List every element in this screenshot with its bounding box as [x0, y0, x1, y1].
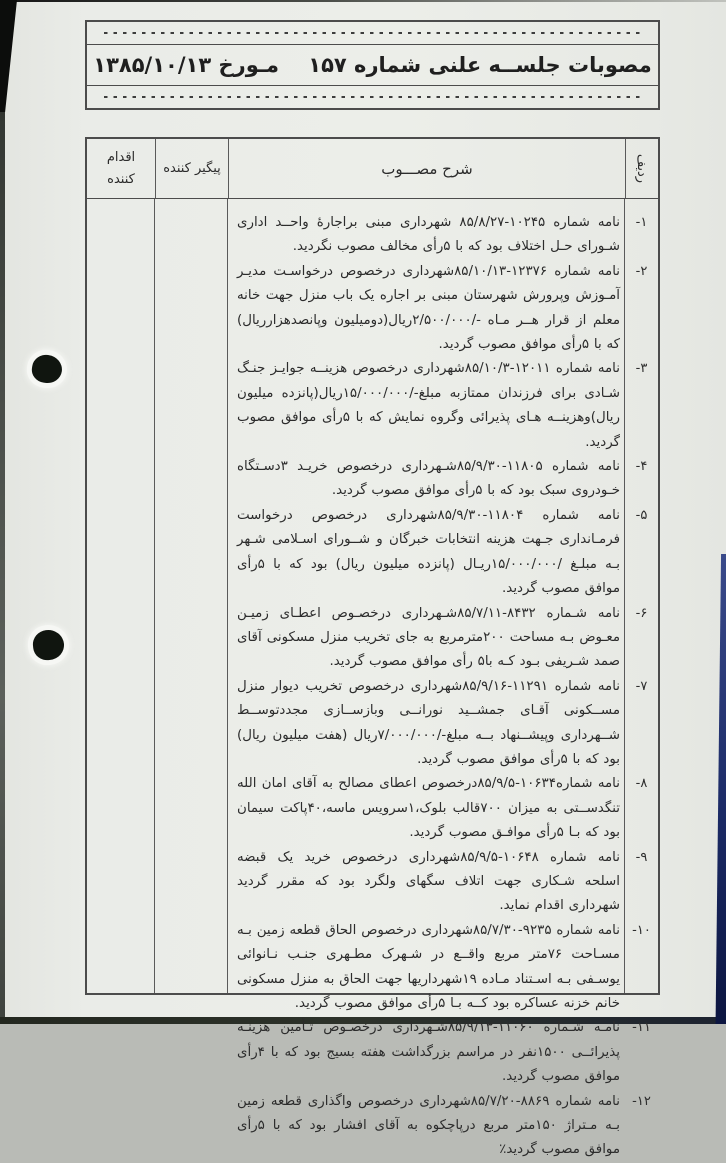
row-text: نامه شماره۱۰۶۳۴-۸۵/۹/۵درخصوص اعطای مصالح به آقای امان الله تنگدســتی به میزان ۷۰۰قالب بلوک،۱سرویس ماسه،۴۰پاکت سیمان بود که بـا ۵رأی موافـق مصوب گردید. [237, 776, 620, 841]
row-number: ۶- [635, 605, 648, 621]
column-divider [154, 199, 156, 993]
dotted-line [104, 96, 642, 98]
scanner-edge-left [0, 0, 5, 1024]
column-header-peygir: پیگیر کننده [155, 139, 228, 198]
document-title: مصوبات جلســه علنی شماره ۱۵۷ مـورخ ۱۳۸۵/۱۰/۱۳ [93, 53, 652, 77]
row-text: نامه شماره ۱۲۳۷۶-۸۵/۱۰/۱۳شهرداری درخصوص درخواسـت مدیـر آمـوزش وپرورش شهرستان مبنی بر اجاره یک باب منزل جهت خانه معلم از قرار هــر مـاه -/۲/۵۰۰/۰۰۰ریال(دومیلیون وپانصدهزارریال) که با ۵رأی موافق مصوب گردید. [237, 263, 620, 353]
table-row [87, 772, 658, 845]
table-row [87, 1016, 658, 1089]
column-header-radif-label: ردیف [634, 153, 650, 184]
row-number: ۳- [635, 361, 648, 377]
row-text: نامه شماره ۱۱۸۰۵-۸۵/۹/۳۰شـهرداری درخصوص خریـد ۳دسـتگاه خـودروی سبک بود که با ۵رأی موافق مصوب گردید. [237, 459, 620, 499]
row-number: ۱۰- [632, 922, 651, 938]
table-row [87, 357, 658, 455]
row-number: ۴- [635, 459, 648, 475]
row-text: نامه شماره ۹۲۳۵-۸۵/۷/۳۰شهرداری درخصوص الحاق قطعه زمین بـه مسـاحت ۷۶متر مربع واقــع در شـهرک مطـهری جنـب نـانوائی یوسـفی بـه اسـتناد مـاده ۱۹شهرداریها جهت الحاق به منزل مسکونی خانم خزنه عساکره بود کــه بـا ۵رأی موافق مصوب گردید. [237, 922, 620, 1011]
row-number: ۱۲- [632, 1093, 651, 1109]
table-body [87, 199, 658, 1158]
row-number: ۵- [635, 507, 648, 523]
table-row [87, 675, 658, 773]
punch-hole-top [30, 353, 64, 385]
column-header-radif [625, 139, 658, 198]
row-number: ۸- [635, 776, 648, 792]
scanner-corner-shadow [0, 0, 17, 112]
document-header [85, 20, 660, 110]
row-text: نامـه شـماره ۱۱۰۶۰-۸۵/۹/۱۳شـهرداری درخصـوص تـأمین هزینـه پذیرائــی ۱۵۰۰نفر در مراسم بزرگداشت هفته بسیج بود که با ۴رأی موافق مصوب گردید. [237, 1020, 620, 1085]
column-divider [227, 199, 229, 993]
row-number: ۱- [635, 215, 648, 230]
dotted-separator-top [87, 22, 658, 44]
row-text: نامه شماره ۱۰۲۴۵-۸۵/۸/۲۷ شهرداری مبنی براجارهٔ واحــد اداری شـورای حـل اختلاف بود که با ۵رأی مخالف مصوب نگردید. [237, 215, 620, 255]
table-row [87, 602, 658, 675]
row-text: نامه شماره ۸۸۶۹-۸۵/۷/۲۰شهرداری درخصوص واگذاری قطعه زمین بـه مـتراژ ۱۵۰متر مربع درپاچکوه به آقای افشار بود که با ۵رأی موافق مصوب گردید٪ [237, 1093, 620, 1158]
resolution-items [87, 199, 658, 1163]
column-divider [624, 199, 626, 993]
table-row [87, 846, 658, 919]
punch-hole-bottom [32, 628, 66, 661]
title-row [87, 44, 658, 86]
column-header-eqdam: اقدام کننده [106, 149, 136, 187]
resolutions-table [85, 137, 660, 1158]
row-number: ۲- [635, 263, 648, 279]
row-text: نامه شماره ۱۱۸۰۴-۸۵/۹/۳۰شهرداری درخصوص درخواست فرمـانداری جـهت هزینه انتخابات خبرگان و شــورای اسـلامی شـهر بـه مبلـغ /۱۵/۰۰۰/۰۰۰ریـال (پانزده میلیون ریال) بود که با ۵رأی موافق مصوب گردید. [237, 507, 620, 597]
table-row [87, 919, 658, 1017]
table-row [87, 455, 658, 504]
dotted-line [104, 32, 642, 34]
table-row [87, 1090, 658, 1163]
column-header-sharh: شرح مصـــوب [228, 139, 625, 198]
table-row [87, 260, 658, 358]
scanner-edge-right [715, 554, 726, 1024]
row-number: ۷- [635, 678, 648, 694]
table-row [87, 211, 658, 260]
table-header-row [87, 139, 658, 199]
row-text: نامه شـماره ۸۴۳۲-۸۵/۷/۱۱شـهرداری درخصـوص اعطـای زمیـن معـوض بـه مساحت ۲۰۰مترمربع به جای تخریب منزل مسکونی آقای صمد شـریفی بـود کـه با۵ رأی موافق مصوب گردید. [237, 605, 620, 670]
row-text: نامه شماره ۱۲۰۱۱-۸۵/۱۰/۳شهرداری درخصوص هزینــه جوایـز جنـگ شـادی برای فرزندان ممتازبه مبلغ-/۱۵/۰۰۰/۰۰۰ریال(پانزده میلیون ریال)وهزینــه هـای پذیرائی وگروه نمایش که با ۵رأی موافق مصوب گردید. [237, 361, 620, 450]
row-text: نامه شماره ۱۱۲۹۱-۸۵/۹/۱۶شهرداری درخصوص تخریب دیوار منزل مســکونی آقـای جمشــید نورانــی وبازســازی مجددتوســط شــهرداری وپیشــنهاد بــه مبلغ-/۷/۰۰۰/۰۰۰ریال (هفت میلیون ریال) بود که با ۵رأی موافق مصوب گردید. [237, 678, 621, 767]
table-row [87, 504, 658, 602]
scanner-edge-top [0, 0, 726, 2]
row-number: ۹- [635, 849, 648, 865]
row-number: ۱۱- [632, 1020, 651, 1036]
dotted-separator-bottom [87, 86, 658, 108]
row-text: نامه شماره ۱۰۶۴۸-۸۵/۹/۵شهرداری درخصوص خرید یک قبضه اسلحه شـکاری جهت اتلاف سگهای ولگرد بود که مقرر گردید شهرداری اقدام نماید. [237, 849, 620, 914]
